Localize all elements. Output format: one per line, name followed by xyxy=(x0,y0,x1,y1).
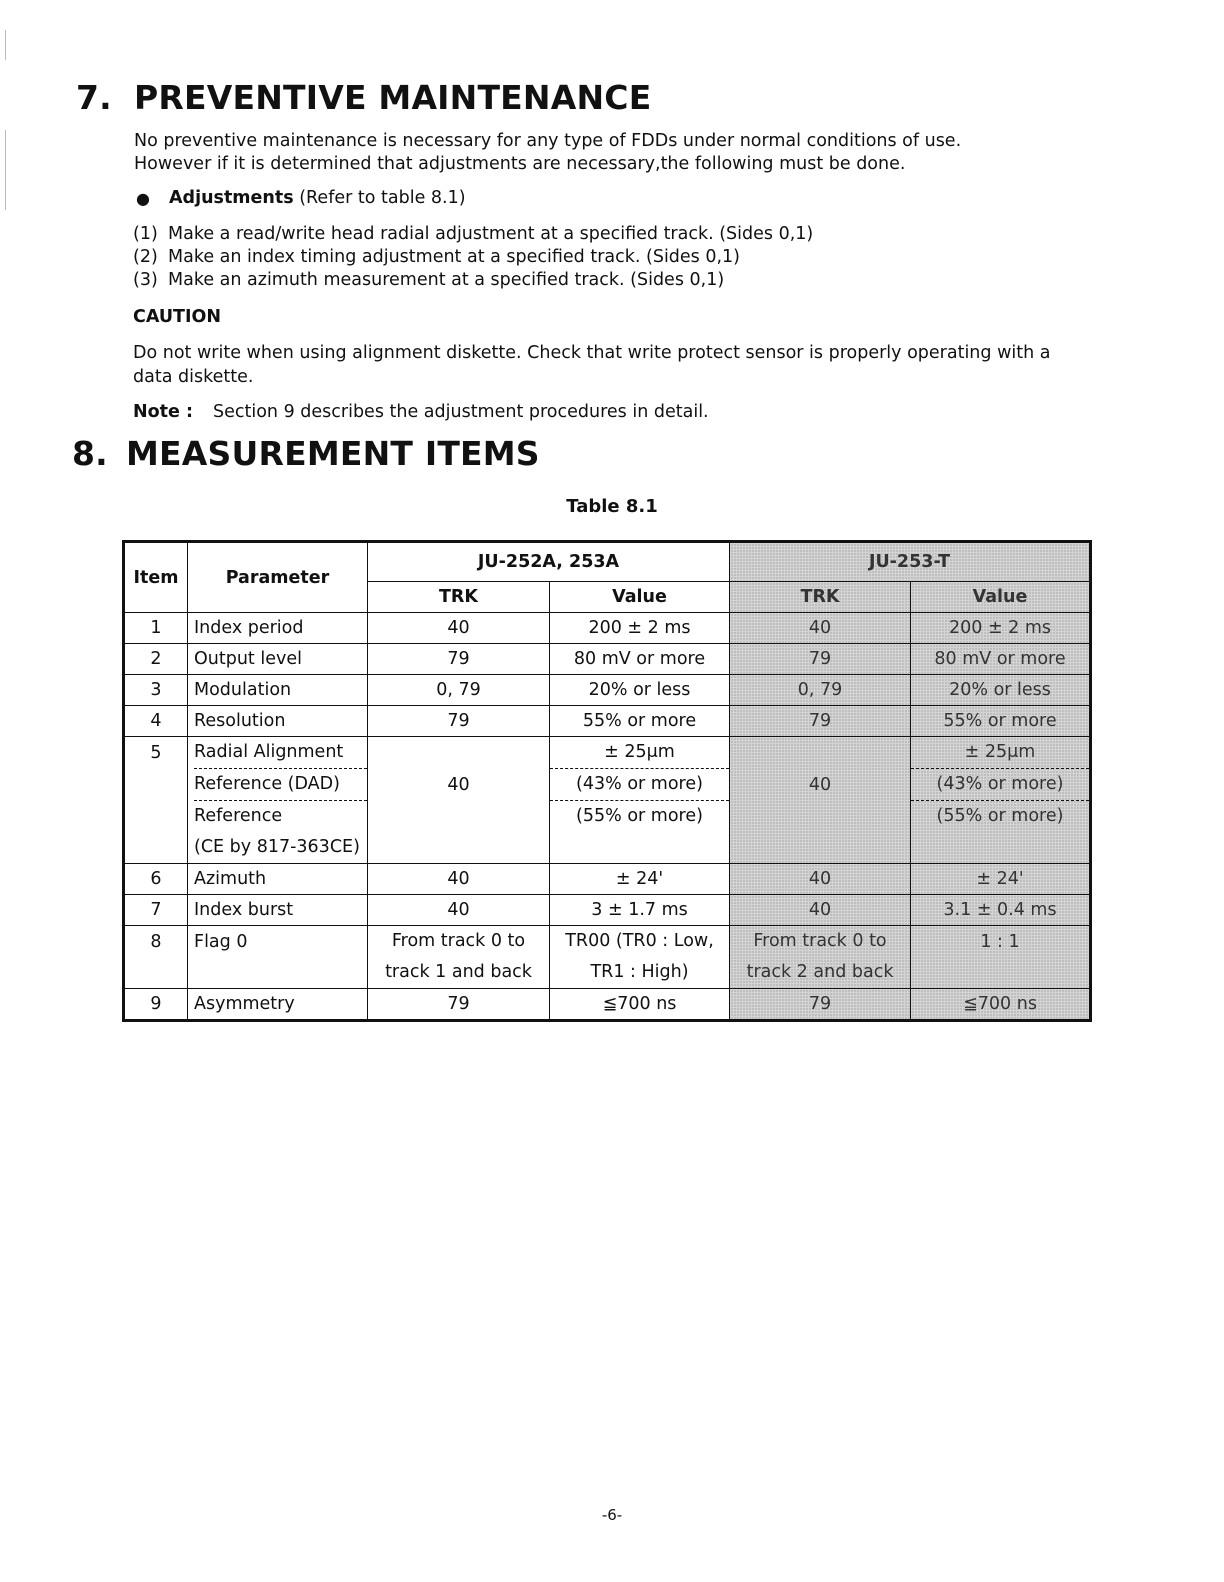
value-b-cell: 20% or less xyxy=(911,675,1091,706)
table-row xyxy=(124,613,1091,644)
page-number: -6- xyxy=(601,1506,623,1524)
parameter-cell: Output level xyxy=(188,644,368,675)
table-row xyxy=(124,926,1091,989)
value-b-cell xyxy=(911,737,1091,864)
bullet-dot-icon: ● xyxy=(136,189,150,208)
header-group-b: JU-253-T xyxy=(730,542,1091,582)
table-row xyxy=(124,706,1091,737)
step-1 xyxy=(133,224,813,244)
trk-b-cell: 40 xyxy=(730,613,911,644)
trk-a-line-1: From track 0 to xyxy=(391,931,526,951)
caution-line-2: data diskette. xyxy=(133,367,254,387)
adjustments-line xyxy=(169,188,466,208)
value-b-dad: (43% or more) xyxy=(911,769,1089,801)
table-row xyxy=(124,644,1091,675)
item-cell: 2 xyxy=(124,644,188,675)
trk-a-cell: 79 xyxy=(368,644,550,675)
trk-b-line-2: track 2 and back xyxy=(746,962,894,982)
value-a-cell: 200 ± 2 ms xyxy=(550,613,730,644)
table-row xyxy=(124,895,1091,926)
trk-a-cell: 0, 79 xyxy=(368,675,550,706)
value-b-cell: 80 mV or more xyxy=(911,644,1091,675)
value-b-cell: 3.1 ± 0.4 ms xyxy=(911,895,1091,926)
header-group-a: JU-252A, 253A xyxy=(368,542,730,582)
parameter-cell: Resolution xyxy=(188,706,368,737)
trk-b-cell: 40 xyxy=(730,737,911,864)
scan-edge-mark xyxy=(5,30,6,60)
trk-a-cell: 79 xyxy=(368,989,550,1021)
value-b-cell: ± 24' xyxy=(911,864,1091,895)
trk-a-cell: 40 xyxy=(368,737,550,864)
step-text: Make an azimuth measurement at a specified track. (Sides 0,1) xyxy=(168,270,725,290)
section-7-number: 7. xyxy=(76,78,112,117)
trk-a-line-2: track 1 and back xyxy=(385,962,532,982)
value-a-cell: ≦700 ns xyxy=(550,989,730,1021)
param-reference-ce: Reference xyxy=(194,806,283,826)
step-number: (3) xyxy=(133,270,158,290)
param-radial-alignment: Radial Alignment xyxy=(194,737,367,769)
trk-a-cell: 40 xyxy=(368,895,550,926)
section-8-number: 8. xyxy=(72,434,108,473)
header-trk-a: TRK xyxy=(368,582,550,613)
step-2 xyxy=(133,247,740,267)
trk-b-cell: 0, 79 xyxy=(730,675,911,706)
value-a-dad: (43% or more) xyxy=(550,769,729,801)
param-reference-dad: Reference (DAD) xyxy=(194,769,367,801)
trk-a-cell: 40 xyxy=(368,864,550,895)
parameter-cell: Flag 0 xyxy=(188,926,368,989)
parameter-cell: Asymmetry xyxy=(188,989,368,1021)
item-cell: 4 xyxy=(124,706,188,737)
section-8-title: MEASUREMENT ITEMS xyxy=(126,434,540,473)
header-trk-b: TRK xyxy=(730,582,911,613)
trk-a-cell: 40 xyxy=(368,613,550,644)
parameter-cell xyxy=(188,737,368,864)
trk-a-cell: 79 xyxy=(368,706,550,737)
table-header-row xyxy=(124,542,1091,582)
value-a-cell: ± 24' xyxy=(550,864,730,895)
value-a-radial: ± 25μm xyxy=(550,737,729,769)
step-text: Make a read/write head radial adjustment at a specified track. (Sides 0,1) xyxy=(168,224,814,244)
item-cell: 3 xyxy=(124,675,188,706)
value-a-cell: 55% or more xyxy=(550,706,730,737)
step-3 xyxy=(133,270,724,290)
value-b-cell: 1 : 1 xyxy=(911,926,1091,989)
parameter-cell: Modulation xyxy=(188,675,368,706)
adjustments-label: Adjustments xyxy=(169,188,294,208)
value-a-line-2: TR1 : High) xyxy=(590,962,689,982)
adjustments-ref: (Refer to table 8.1) xyxy=(299,188,466,208)
table-row xyxy=(124,864,1091,895)
section-7-title: PREVENTIVE MAINTENANCE xyxy=(134,78,652,117)
table-caption: Table 8.1 xyxy=(566,496,658,517)
item-cell: 8 xyxy=(124,926,188,989)
measurement-table xyxy=(122,540,1092,1022)
table-row xyxy=(124,737,1091,864)
value-a-cell: 20% or less xyxy=(550,675,730,706)
note-line xyxy=(133,402,709,422)
table-row xyxy=(124,675,1091,706)
parameter-cell: Azimuth xyxy=(188,864,368,895)
note-label: Note : xyxy=(133,402,193,422)
value-b-cell: ≦700 ns xyxy=(911,989,1091,1021)
item-cell: 6 xyxy=(124,864,188,895)
caution-label: CAUTION xyxy=(133,307,222,327)
step-text: Make an index timing adjustment at a specified track. (Sides 0,1) xyxy=(168,247,741,267)
trk-b-cell: 79 xyxy=(730,989,911,1021)
value-b-ce: (55% or more) xyxy=(936,806,1064,826)
note-text: Section 9 describes the adjustment procedures in detail. xyxy=(213,402,709,422)
intro-line-1: No preventive maintenance is necessary for any type of FDDs under normal conditions of use. xyxy=(134,131,962,151)
trk-b-cell: 40 xyxy=(730,864,911,895)
item-cell: 7 xyxy=(124,895,188,926)
value-a-line-1: TR00 (TR0 : Low, xyxy=(565,931,714,951)
trk-b-line-1: From track 0 to xyxy=(753,931,887,951)
item-cell: 1 xyxy=(124,613,188,644)
value-b-cell: 200 ± 2 ms xyxy=(911,613,1091,644)
header-value-a: Value xyxy=(550,582,730,613)
table-row xyxy=(124,989,1091,1021)
trk-b-cell: 79 xyxy=(730,644,911,675)
header-parameter: Parameter xyxy=(188,542,368,613)
step-number: (1) xyxy=(133,224,158,244)
item-cell: 5 xyxy=(124,737,188,864)
section-8-heading xyxy=(72,434,540,473)
intro-line-2: However if it is determined that adjustments are necessary,the following must be done. xyxy=(134,154,906,174)
value-a-ce: (55% or more) xyxy=(576,806,703,826)
trk-b-cell xyxy=(730,926,911,989)
trk-b-cell: 79 xyxy=(730,706,911,737)
section-7-heading xyxy=(76,78,651,117)
value-a-cell xyxy=(550,926,730,989)
param-ce-model: (CE by 817-363CE) xyxy=(194,837,360,857)
step-number: (2) xyxy=(133,247,158,267)
header-value-b: Value xyxy=(911,582,1091,613)
value-a-cell: 3 ± 1.7 ms xyxy=(550,895,730,926)
parameter-cell: Index burst xyxy=(188,895,368,926)
trk-a-cell xyxy=(368,926,550,989)
scan-edge-mark xyxy=(5,130,6,210)
item-cell: 9 xyxy=(124,989,188,1021)
value-a-cell xyxy=(550,737,730,864)
value-b-radial: ± 25μm xyxy=(911,737,1089,769)
trk-b-cell: 40 xyxy=(730,895,911,926)
value-b-cell: 55% or more xyxy=(911,706,1091,737)
value-a-cell: 80 mV or more xyxy=(550,644,730,675)
parameter-cell: Index period xyxy=(188,613,368,644)
header-item: Item xyxy=(124,542,188,613)
caution-line-1: Do not write when using alignment diskette. Check that write protect sensor is properly operating with a xyxy=(133,343,1051,363)
